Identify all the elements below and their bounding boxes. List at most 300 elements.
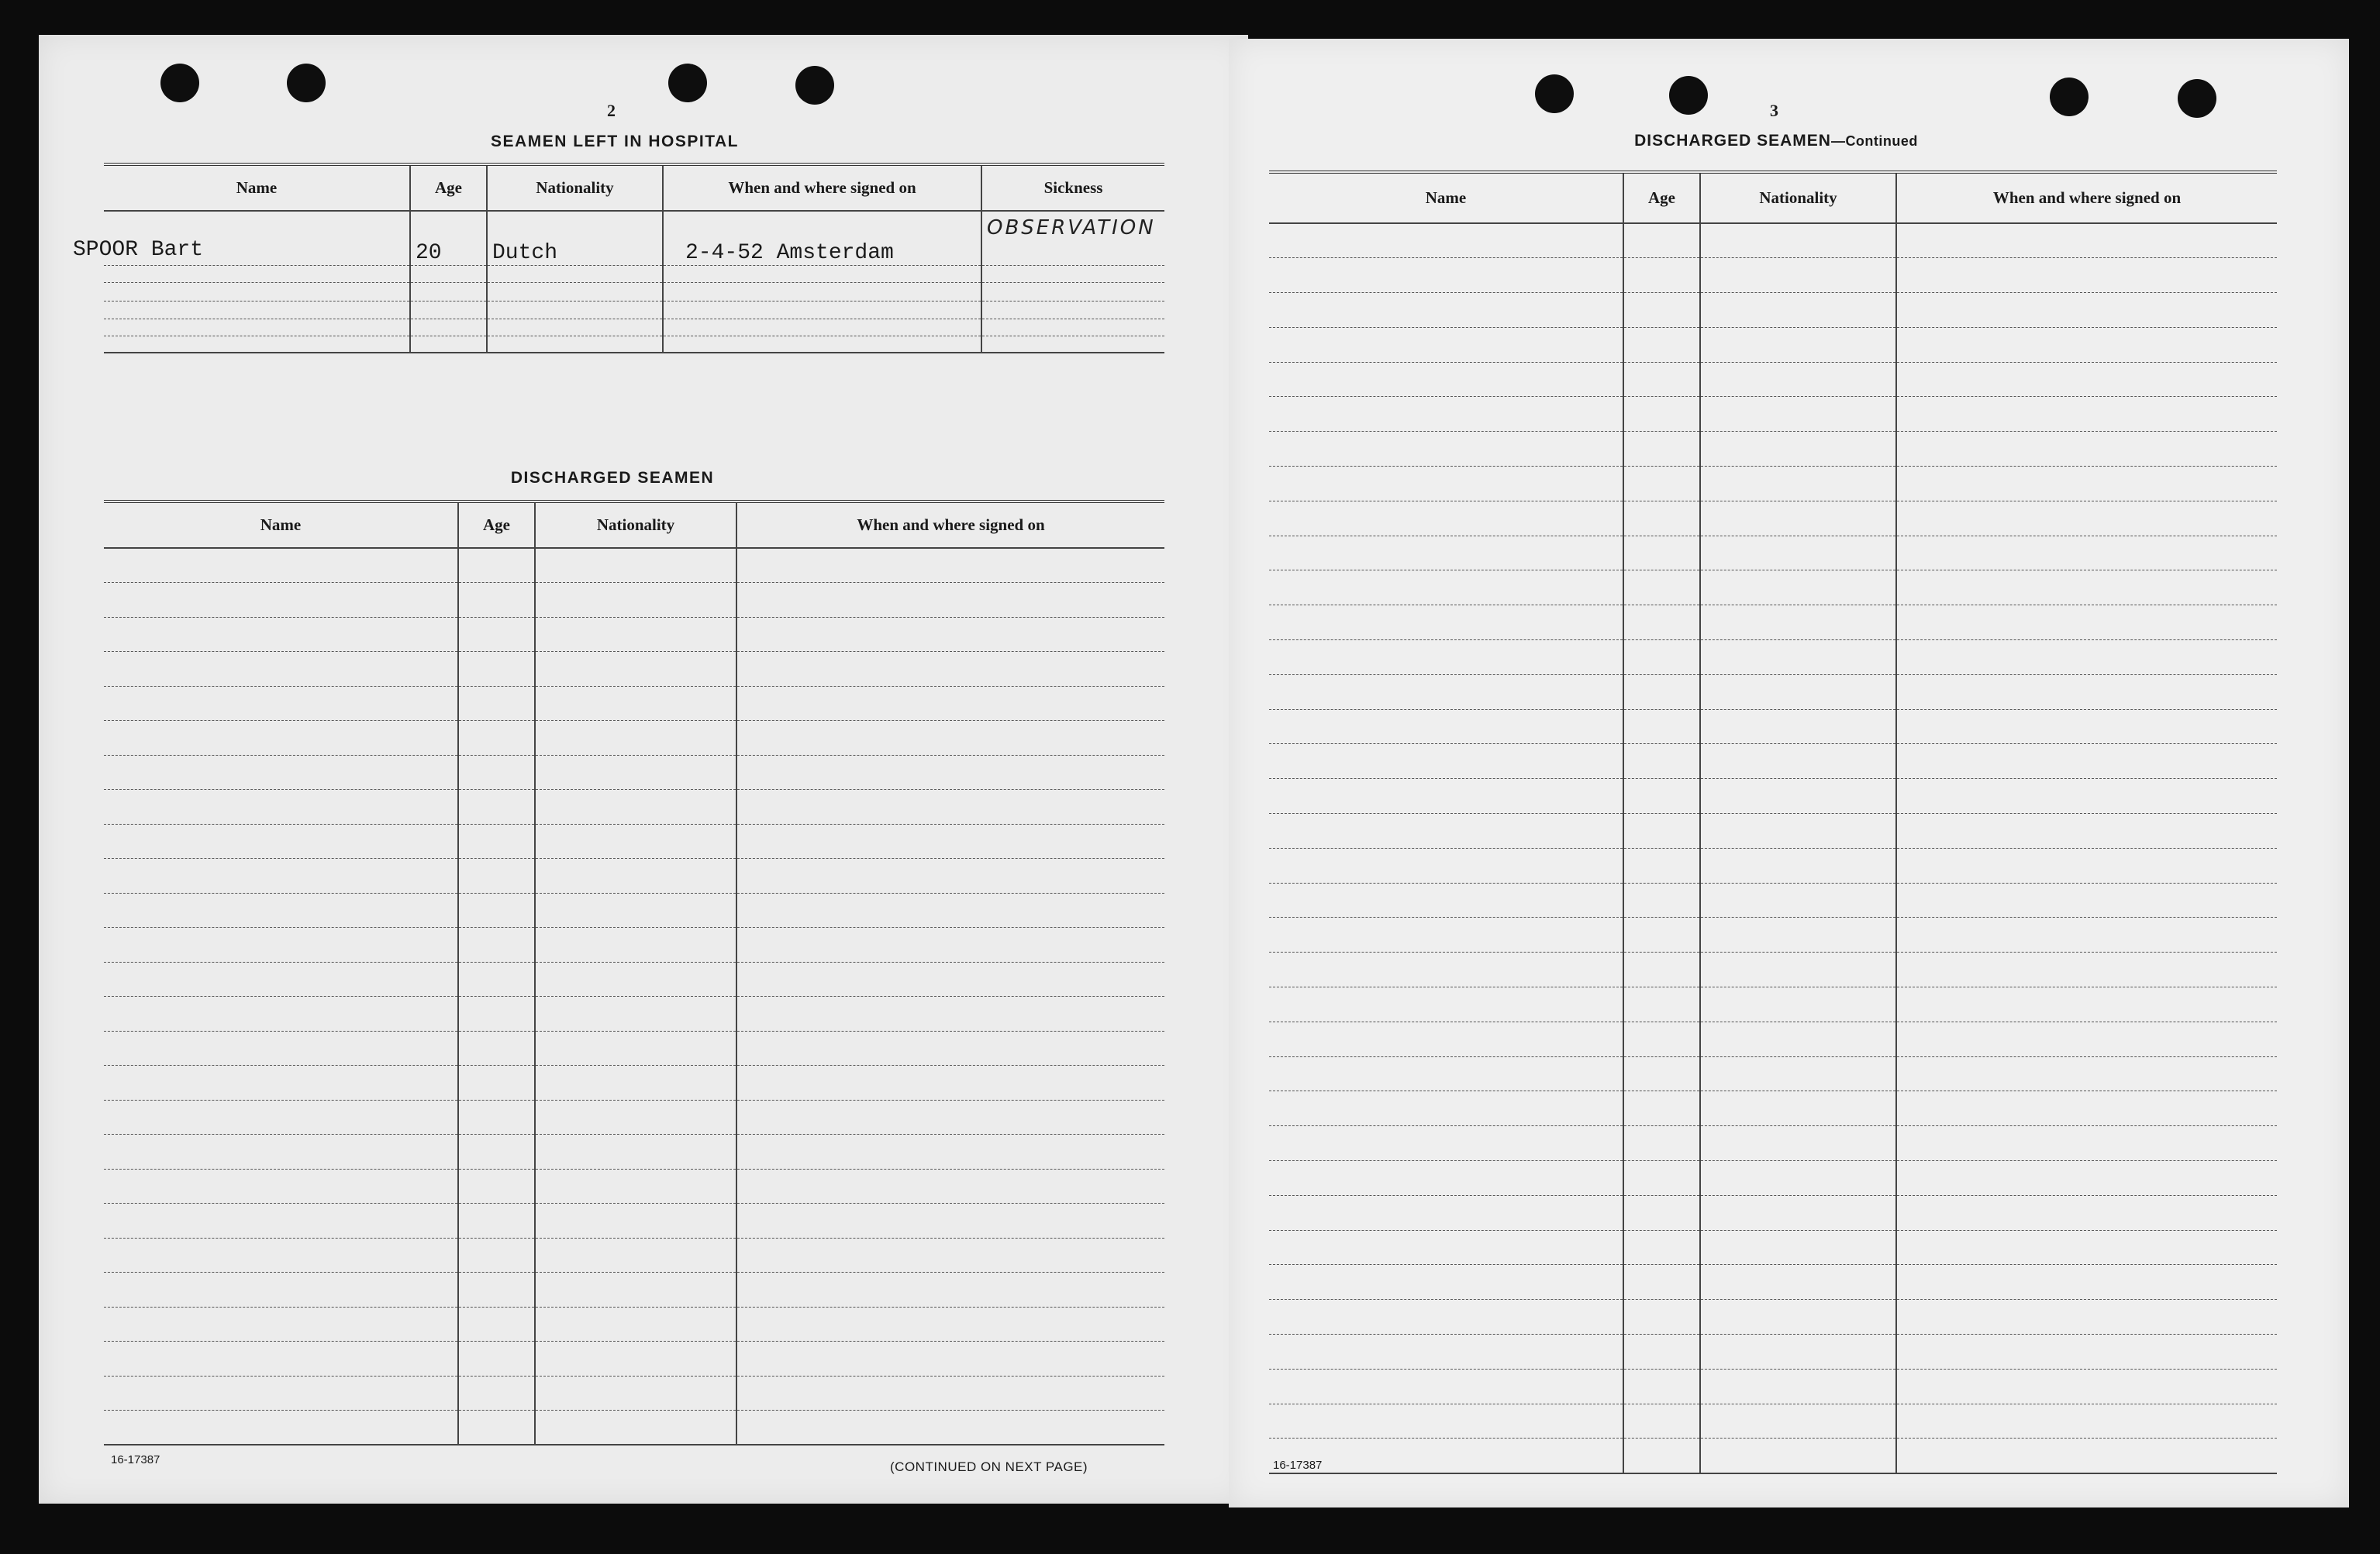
blank-cell [1896,1335,2277,1370]
blank-row [104,790,1164,825]
blank-cell [458,859,535,894]
blank-cell [1896,779,2277,814]
left-page [39,35,1248,1504]
blank-cell [1623,918,1700,953]
blank-cell [1623,432,1700,467]
column-header: Name [1269,172,1623,223]
hospital-table [73,163,1164,353]
blank-cell [1623,397,1700,432]
blank-row [1269,1265,2277,1300]
blank-cell [1700,918,1896,953]
blank-cell [535,1066,736,1101]
blank-cell [1896,953,2277,987]
blank-cell [535,1307,736,1342]
blank-cell [1700,1022,1896,1056]
blank-row [104,1066,1164,1101]
blank-cell [1700,709,1896,744]
column-header: Nationality [1700,172,1896,223]
blank-cell [458,1238,535,1273]
blank-cell [1700,953,1896,987]
blank-cell [1269,501,1623,536]
blank-row [104,1238,1164,1273]
blank-cell [1896,883,2277,918]
blank-cell [104,652,458,687]
blank-row [1269,293,2277,328]
blank-cell [1700,779,1896,814]
blank-cell [104,1135,458,1170]
blank-cell [535,997,736,1032]
blank-row [1269,1022,2277,1056]
blank-cell [535,893,736,928]
right-page [1229,39,2349,1507]
blank-cell [1623,640,1700,675]
blank-cell [1896,987,2277,1022]
blank-cell [1269,1439,1623,1473]
blank-cell [1896,814,2277,849]
blank-cell [736,1031,1164,1066]
blank-cell [458,1066,535,1101]
form-number: 16-17387 [1273,1459,1323,1472]
blank-cell [1269,640,1623,675]
blank-cell [1269,953,1623,987]
blank-row [104,1169,1164,1204]
blank-cell [1623,1161,1700,1196]
blank-cell [535,1100,736,1135]
blank-row [1269,327,2277,362]
blank-cell [1896,293,2277,328]
blank-cell [1623,1404,1700,1439]
column-header: When and where signed on [736,501,1164,548]
blank-cell [458,1169,535,1204]
blank-cell [1623,848,1700,883]
sickness-cell [981,211,1164,265]
blank-row [1269,848,2277,883]
blank-cell [1896,1230,2277,1265]
blank-cell [1269,674,1623,709]
blank-cell [1896,605,2277,640]
blank-cell [1269,432,1623,467]
blank-cell [1623,883,1700,918]
punch-hole [2178,79,2216,118]
blank-cell [458,1342,535,1377]
blank-cell [1623,709,1700,744]
blank-cell [1623,744,1700,779]
blank-row [1269,709,2277,744]
blank-cell [1700,397,1896,432]
blank-cell [736,962,1164,997]
blank-cell [1623,1369,1700,1404]
blank-cell [1269,258,1623,293]
blank-cell [535,1169,736,1204]
blank-cell [736,1273,1164,1308]
blank-cell [535,962,736,997]
blank-cell [1896,1300,2277,1335]
blank-row [1269,640,2277,675]
punch-hole [2050,78,2089,116]
blank-cell [1700,987,1896,1022]
blank-row [1269,1126,2277,1161]
blank-cell [1700,605,1896,640]
blank-cell [1623,1091,1700,1126]
blank-cell [736,1204,1164,1239]
blank-cell [104,721,458,756]
blank-cell [1269,848,1623,883]
blank-cell [1269,744,1623,779]
blank-cell [1700,501,1896,536]
blank-row [1269,1161,2277,1196]
blank-row [1269,1335,2277,1370]
blank-row [104,928,1164,963]
blank-cell [736,1100,1164,1135]
blank-cell [1623,1335,1700,1370]
blank-row [1269,223,2277,258]
blank-cell [1269,362,1623,397]
blank-cell [1269,293,1623,328]
blank-cell [458,1273,535,1308]
blank-cell [736,583,1164,618]
blank-cell [1700,1404,1896,1439]
blank-cell [1269,1404,1623,1439]
blank-row [1269,605,2277,640]
blank-cell [535,1273,736,1308]
blank-cell [1700,848,1896,883]
blank-cell [1700,1195,1896,1230]
discharged-continued-rows [1269,223,2277,1473]
blank-row [1269,258,2277,293]
punch-hole [1669,76,1708,115]
blank-cell [535,686,736,721]
blank-cell [1700,1056,1896,1091]
blank-cell [1700,223,1896,258]
blank-cell [104,1031,458,1066]
blank-cell [1700,674,1896,709]
blank-cell [1896,362,2277,397]
blank-cell [1896,744,2277,779]
blank-cell [736,1169,1164,1204]
blank-cell [1700,883,1896,918]
blank-row [104,1031,1164,1066]
blank-cell [1700,1161,1896,1196]
blank-row [104,1273,1164,1308]
blank-cell [1269,570,1623,605]
blank-row [104,652,1164,687]
blank-cell [1700,536,1896,570]
blank-row [104,548,1164,583]
blank-cell [535,1342,736,1377]
blank-cell [1896,1091,2277,1126]
blank-cell [104,1307,458,1342]
blank-cell [1269,327,1623,362]
blank-cell [736,859,1164,894]
blank-cell [1896,1439,2277,1473]
punch-hole [287,64,326,102]
blank-row [1269,501,2277,536]
blank-row [1269,1056,2277,1091]
blank-cell [104,859,458,894]
blank-cell [1896,918,2277,953]
blank-cell [736,1376,1164,1411]
blank-cell [1700,640,1896,675]
column-header: Nationality [487,164,663,211]
blank-cell [535,1204,736,1239]
blank-cell [1623,293,1700,328]
discharged-section-title: DISCHARGED SEAMEN [510,469,715,487]
blank-cell [1269,1369,1623,1404]
blank-cell [535,1031,736,1066]
blank-cell [458,548,535,583]
blank-cell [1896,1126,2277,1161]
blank-row [1269,918,2277,953]
blank-cell [1623,1230,1700,1265]
name-cell [73,211,410,265]
blank-cell [1896,536,2277,570]
blank-cell [458,1135,535,1170]
blank-cell [104,1376,458,1411]
blank-cell [1623,987,1700,1022]
blank-cell [535,859,736,894]
blank-cell [1269,467,1623,501]
blank-cell [458,824,535,859]
blank-cell [1896,432,2277,467]
column-header: Age [1623,172,1700,223]
blank-cell [535,583,736,618]
discharged-rows [104,548,1164,1445]
blank-row [104,1411,1164,1445]
page-number: 2 [607,101,616,120]
blank-cell [1269,1091,1623,1126]
blank-cell [1896,674,2277,709]
blank-cell [736,824,1164,859]
blank-cell [1269,779,1623,814]
form-number: 16-17387 [111,1453,160,1466]
blank-row [1269,953,2277,987]
punch-hole [1535,74,1574,113]
blank-row [1269,1439,2277,1473]
blank-cell [1623,223,1700,258]
punch-hole [160,64,199,102]
blank-cell [1269,1022,1623,1056]
blank-cell [736,721,1164,756]
blank-row [104,1376,1164,1411]
blank-cell [458,686,535,721]
blank-row [1269,883,2277,918]
blank-row [1269,987,2277,1022]
blank-cell [458,583,535,618]
blank-cell [1269,1265,1623,1300]
blank-cell [104,548,458,583]
blank-cell [458,928,535,963]
blank-cell [1896,1056,2277,1091]
blank-cell [736,1238,1164,1273]
blank-cell [1896,1265,2277,1300]
blank-cell [104,1411,458,1445]
blank-cell [1269,1195,1623,1230]
blank-cell [458,1204,535,1239]
blank-cell [1623,258,1700,293]
blank-cell [1896,709,2277,744]
blank-cell [736,1307,1164,1342]
blank-cell [104,1169,458,1204]
column-header: Nationality [535,501,736,548]
blank-cell [1896,327,2277,362]
blank-row [104,997,1164,1032]
blank-row [1269,570,2277,605]
blank-cell [1700,1265,1896,1300]
blank-cell [1623,1300,1700,1335]
discharged-table [104,500,1164,1445]
blank-cell [104,1273,458,1308]
blank-cell [1700,1439,1896,1473]
blank-cell [535,1238,736,1273]
blank-cell [1269,1300,1623,1335]
blank-row [1269,1091,2277,1126]
blank-cell [535,790,736,825]
column-header: Name [104,164,410,211]
blank-cell [1623,501,1700,536]
blank-cell [104,617,458,652]
blank-cell [1700,258,1896,293]
blank-cell [1269,814,1623,849]
blank-cell [1269,223,1623,258]
blank-cell [1269,987,1623,1022]
blank-cell [1896,848,2277,883]
blank-cell [1896,1369,2277,1404]
blank-cell [1269,1230,1623,1265]
blank-cell [535,1411,736,1445]
blank-cell [1269,1056,1623,1091]
blank-row [104,617,1164,652]
blank-cell [1700,293,1896,328]
blank-cell [535,824,736,859]
blank-cell [1700,1126,1896,1161]
blank-cell [535,1135,736,1170]
blank-cell [104,1342,458,1377]
blank-cell [458,1307,535,1342]
blank-cell [535,928,736,963]
blank-row [1269,467,2277,501]
age-cell: 20 [410,211,487,265]
blank-cell [1623,953,1700,987]
blank-cell [1700,467,1896,501]
blank-cell [1896,640,2277,675]
blank-cell [1623,1056,1700,1091]
blank-cell [1700,744,1896,779]
blank-cell [535,652,736,687]
blank-cell [1896,570,2277,605]
blank-cell [736,617,1164,652]
blank-cell [104,790,458,825]
blank-row [1269,362,2277,397]
blank-cell [736,790,1164,825]
blank-cell [458,721,535,756]
blank-cell [1623,1195,1700,1230]
blank-cell [1623,362,1700,397]
blank-cell [1269,536,1623,570]
blank-cell [1896,1161,2277,1196]
blank-cell [104,928,458,963]
blank-row [1269,1369,2277,1404]
blank-cell [1700,1369,1896,1404]
column-header: When and where signed on [1896,172,2277,223]
blank-cell [535,755,736,790]
blank-cell [535,617,736,652]
blank-cell [104,686,458,721]
blank-cell [736,1066,1164,1101]
blank-cell [104,824,458,859]
blank-cell [736,1342,1164,1377]
blank-cell [1700,327,1896,362]
blank-cell [736,548,1164,583]
blank-cell [1700,1300,1896,1335]
blank-cell [1269,1161,1623,1196]
blank-cell [104,997,458,1032]
blank-row [104,686,1164,721]
blank-cell [1623,674,1700,709]
handwritten-sickness: OBSERVATION [987,216,1156,239]
blank-cell [1269,1126,1623,1161]
blank-cell [1623,814,1700,849]
blank-cell [736,1411,1164,1445]
blank-cell [1623,467,1700,501]
blank-cell [1623,605,1700,640]
punch-hole [795,66,834,105]
blank-row [104,893,1164,928]
blank-cell [104,893,458,928]
table-row [104,211,1164,265]
page-number: 3 [1770,101,1778,120]
blank-cell [1269,709,1623,744]
blank-row [104,721,1164,756]
blank-cell [1623,1439,1700,1473]
continued-note: (CONTINUED ON NEXT PAGE) [890,1459,1088,1474]
blank-row [104,1307,1164,1342]
blank-cell [736,755,1164,790]
blank-row [104,859,1164,894]
blank-cell [1896,223,2277,258]
blank-cell [458,755,535,790]
blank-row [104,1135,1164,1170]
blank-row [1269,1300,2277,1335]
blank-cell [1623,1022,1700,1056]
blank-cell [458,1376,535,1411]
blank-cell [1896,397,2277,432]
blank-row [1269,814,2277,849]
blank-row [104,824,1164,859]
blank-row [1269,536,2277,570]
blank-cell [736,686,1164,721]
blank-cell [535,548,736,583]
blank-cell [736,928,1164,963]
blank-cell [1623,1126,1700,1161]
blank-row [104,1100,1164,1135]
blank-cell [736,997,1164,1032]
nationality-cell: Dutch [487,211,663,265]
blank-cell [458,962,535,997]
blank-row [104,755,1164,790]
signed-on-cell: 2-4-52 Amsterdam [663,211,981,265]
blank-cell [1700,814,1896,849]
blank-cell [1269,918,1623,953]
discharged-continued-table [1269,171,2277,1474]
column-header: When and where signed on [663,164,981,211]
column-header: Age [458,501,535,548]
blank-cell [458,893,535,928]
blank-cell [458,652,535,687]
blank-row [1269,744,2277,779]
column-header: Age [410,164,487,211]
column-header: Name [104,501,458,548]
blank-row [104,962,1164,997]
